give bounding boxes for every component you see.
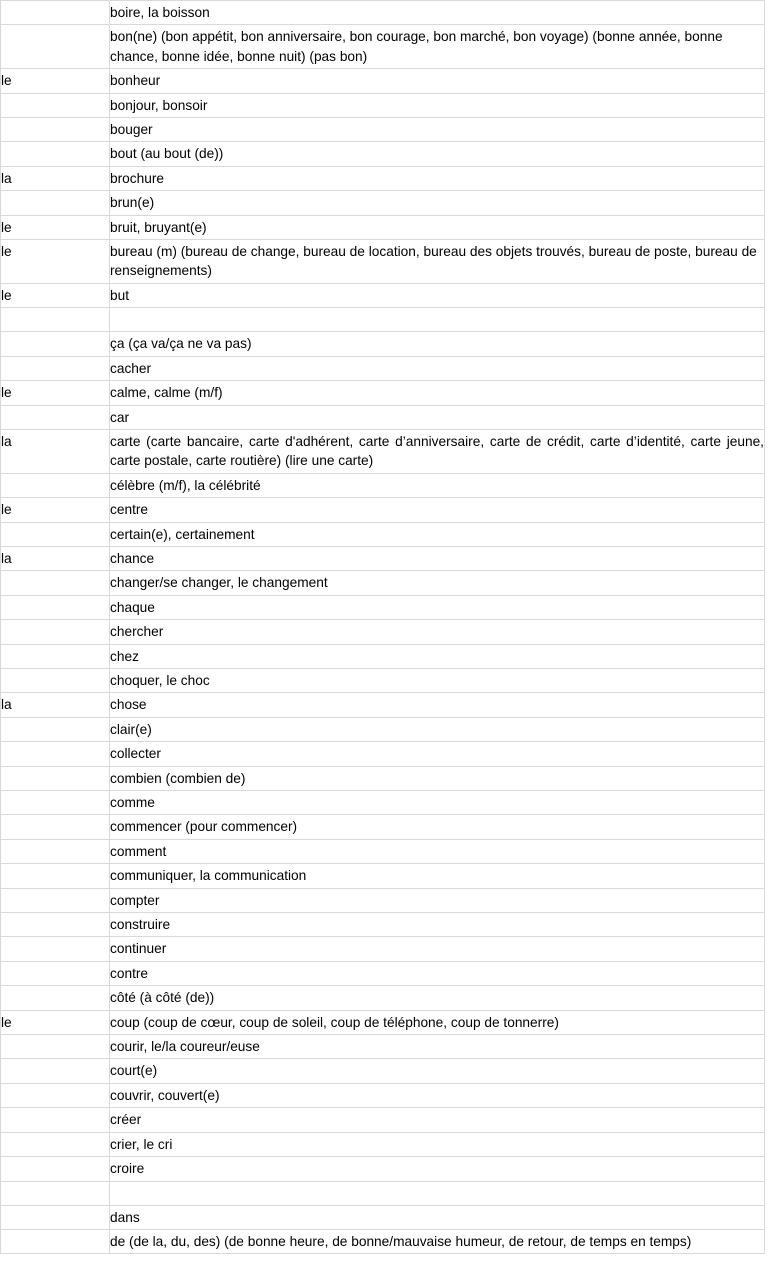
table-row xyxy=(1,522,765,546)
table-row xyxy=(1,1108,765,1132)
table-row xyxy=(1,215,765,239)
article-cell xyxy=(1,332,110,356)
article-cell xyxy=(1,766,110,790)
article-cell: le xyxy=(1,1010,110,1034)
table-row xyxy=(1,332,765,356)
table-row xyxy=(1,595,765,619)
term-cell: commencer (pour commencer) xyxy=(110,815,765,839)
article-cell xyxy=(1,595,110,619)
article-cell: le xyxy=(1,240,110,284)
table-spacer-row xyxy=(1,1181,765,1205)
table-row xyxy=(1,69,765,93)
article-cell xyxy=(1,1181,110,1205)
term-cell: comment xyxy=(110,839,765,863)
table-row xyxy=(1,1229,765,1253)
term-cell: coup (coup de cœur, coup de soleil, coup de téléphone, coup de tonnerre) xyxy=(110,1010,765,1034)
term-cell: bonjour, bonsoir xyxy=(110,93,765,117)
table-row xyxy=(1,742,765,766)
term-cell: continuer xyxy=(110,937,765,961)
table-row xyxy=(1,381,765,405)
term-cell: bout (au bout (de)) xyxy=(110,142,765,166)
article-cell: la xyxy=(1,546,110,570)
article-cell xyxy=(1,118,110,142)
article-cell xyxy=(1,473,110,497)
term-cell: calme, calme (m/f) xyxy=(110,381,765,405)
article-cell: le xyxy=(1,215,110,239)
table-row xyxy=(1,1,765,25)
article-cell xyxy=(1,1132,110,1156)
term-cell: boire, la boisson xyxy=(110,1,765,25)
term-cell: combien (combien de) xyxy=(110,766,765,790)
article-cell xyxy=(1,620,110,644)
term-cell: crier, le cri xyxy=(110,1132,765,1156)
table-row xyxy=(1,668,765,692)
table-row xyxy=(1,644,765,668)
table-row xyxy=(1,240,765,284)
table-row xyxy=(1,405,765,429)
table-row xyxy=(1,429,765,473)
article-cell xyxy=(1,961,110,985)
table-row xyxy=(1,473,765,497)
article-cell xyxy=(1,644,110,668)
table-row xyxy=(1,1205,765,1229)
term-cell: bruit, bruyant(e) xyxy=(110,215,765,239)
term-cell: chez xyxy=(110,644,765,668)
article-cell xyxy=(1,913,110,937)
table-row xyxy=(1,93,765,117)
table-row xyxy=(1,1132,765,1156)
article-cell: le xyxy=(1,69,110,93)
article-cell xyxy=(1,1,110,25)
article-cell xyxy=(1,1157,110,1181)
term-cell: car xyxy=(110,405,765,429)
article-cell xyxy=(1,1229,110,1253)
article-cell xyxy=(1,1059,110,1083)
article-cell xyxy=(1,1083,110,1107)
term-cell: comme xyxy=(110,791,765,815)
term-cell: compter xyxy=(110,888,765,912)
article-cell xyxy=(1,839,110,863)
article-cell xyxy=(1,25,110,69)
table-row xyxy=(1,356,765,380)
term-cell: brun(e) xyxy=(110,191,765,215)
article-cell: la xyxy=(1,693,110,717)
article-cell xyxy=(1,668,110,692)
article-cell xyxy=(1,1205,110,1229)
table-row xyxy=(1,937,765,961)
term-cell: chaque xyxy=(110,595,765,619)
article-cell: la xyxy=(1,166,110,190)
table-row xyxy=(1,166,765,190)
article-cell xyxy=(1,142,110,166)
term-cell: bonheur xyxy=(110,69,765,93)
term-cell: communiquer, la communication xyxy=(110,864,765,888)
table-row xyxy=(1,142,765,166)
term-cell: créer xyxy=(110,1108,765,1132)
table-row xyxy=(1,25,765,69)
table-row xyxy=(1,1059,765,1083)
table-row xyxy=(1,791,765,815)
article-cell xyxy=(1,1035,110,1059)
table-row xyxy=(1,1010,765,1034)
term-cell: collecter xyxy=(110,742,765,766)
table-spacer-row xyxy=(1,308,765,332)
article-cell: le xyxy=(1,283,110,307)
vocabulary-table-body xyxy=(1,1,765,1254)
table-row xyxy=(1,961,765,985)
table-row xyxy=(1,986,765,1010)
article-cell xyxy=(1,191,110,215)
table-row xyxy=(1,693,765,717)
term-cell: courir, le/la coureur/euse xyxy=(110,1035,765,1059)
term-cell: contre xyxy=(110,961,765,985)
term-cell: chercher xyxy=(110,620,765,644)
term-cell xyxy=(110,1181,765,1205)
term-cell xyxy=(110,308,765,332)
article-cell xyxy=(1,815,110,839)
table-row xyxy=(1,766,765,790)
term-cell: bouger xyxy=(110,118,765,142)
term-cell: chose xyxy=(110,693,765,717)
table-row xyxy=(1,1035,765,1059)
table-row xyxy=(1,888,765,912)
term-cell: cacher xyxy=(110,356,765,380)
term-cell: bon(ne) (bon appétit, bon anniversaire, bon courage, bon marché, bon voyage) (bonne année, bonne chance, bonne idée, bonne nuit) (pas bon) xyxy=(110,25,765,69)
article-cell xyxy=(1,356,110,380)
term-cell: côté (à côté (de)) xyxy=(110,986,765,1010)
article-cell: la xyxy=(1,429,110,473)
article-cell: le xyxy=(1,381,110,405)
article-cell xyxy=(1,1108,110,1132)
term-cell: ça (ça va/ça ne va pas) xyxy=(110,332,765,356)
article-cell xyxy=(1,791,110,815)
table-row xyxy=(1,546,765,570)
term-cell: couvrir, couvert(e) xyxy=(110,1083,765,1107)
article-cell xyxy=(1,405,110,429)
term-cell: chance xyxy=(110,546,765,570)
term-cell: dans xyxy=(110,1205,765,1229)
article-cell xyxy=(1,888,110,912)
table-row xyxy=(1,1083,765,1107)
article-cell xyxy=(1,522,110,546)
article-cell xyxy=(1,864,110,888)
article-cell xyxy=(1,742,110,766)
article-cell: le xyxy=(1,498,110,522)
table-row xyxy=(1,717,765,741)
term-cell: carte (carte bancaire, carte d'adhérent, carte d’anniversaire, carte de crédit, carte d’identité, carte jeune, carte postale, carte routière) (lire une carte) xyxy=(110,429,765,473)
term-cell: de (de la, du, des) (de bonne heure, de bonne/mauvaise humeur, de retour, de temps en temps) xyxy=(110,1229,765,1253)
term-cell: clair(e) xyxy=(110,717,765,741)
table-row xyxy=(1,283,765,307)
article-cell xyxy=(1,717,110,741)
term-cell: célèbre (m/f), la célébrité xyxy=(110,473,765,497)
article-cell xyxy=(1,308,110,332)
term-cell: changer/se changer, le changement xyxy=(110,571,765,595)
term-cell: centre xyxy=(110,498,765,522)
term-cell: but xyxy=(110,283,765,307)
table-row xyxy=(1,620,765,644)
table-row xyxy=(1,839,765,863)
term-cell: brochure xyxy=(110,166,765,190)
article-cell xyxy=(1,937,110,961)
term-cell: court(e) xyxy=(110,1059,765,1083)
term-cell: bureau (m) (bureau de change, bureau de location, bureau des objets trouvés, bureau de poste, bureau de renseignements) xyxy=(110,240,765,284)
table-row xyxy=(1,118,765,142)
table-row xyxy=(1,498,765,522)
table-row xyxy=(1,571,765,595)
table-row xyxy=(1,815,765,839)
term-cell: croire xyxy=(110,1157,765,1181)
article-cell xyxy=(1,986,110,1010)
term-cell: construire xyxy=(110,913,765,937)
table-row xyxy=(1,1157,765,1181)
table-row xyxy=(1,913,765,937)
table-row xyxy=(1,191,765,215)
article-cell xyxy=(1,93,110,117)
table-row xyxy=(1,864,765,888)
term-cell: certain(e), certainement xyxy=(110,522,765,546)
article-cell xyxy=(1,571,110,595)
term-cell: choquer, le choc xyxy=(110,668,765,692)
